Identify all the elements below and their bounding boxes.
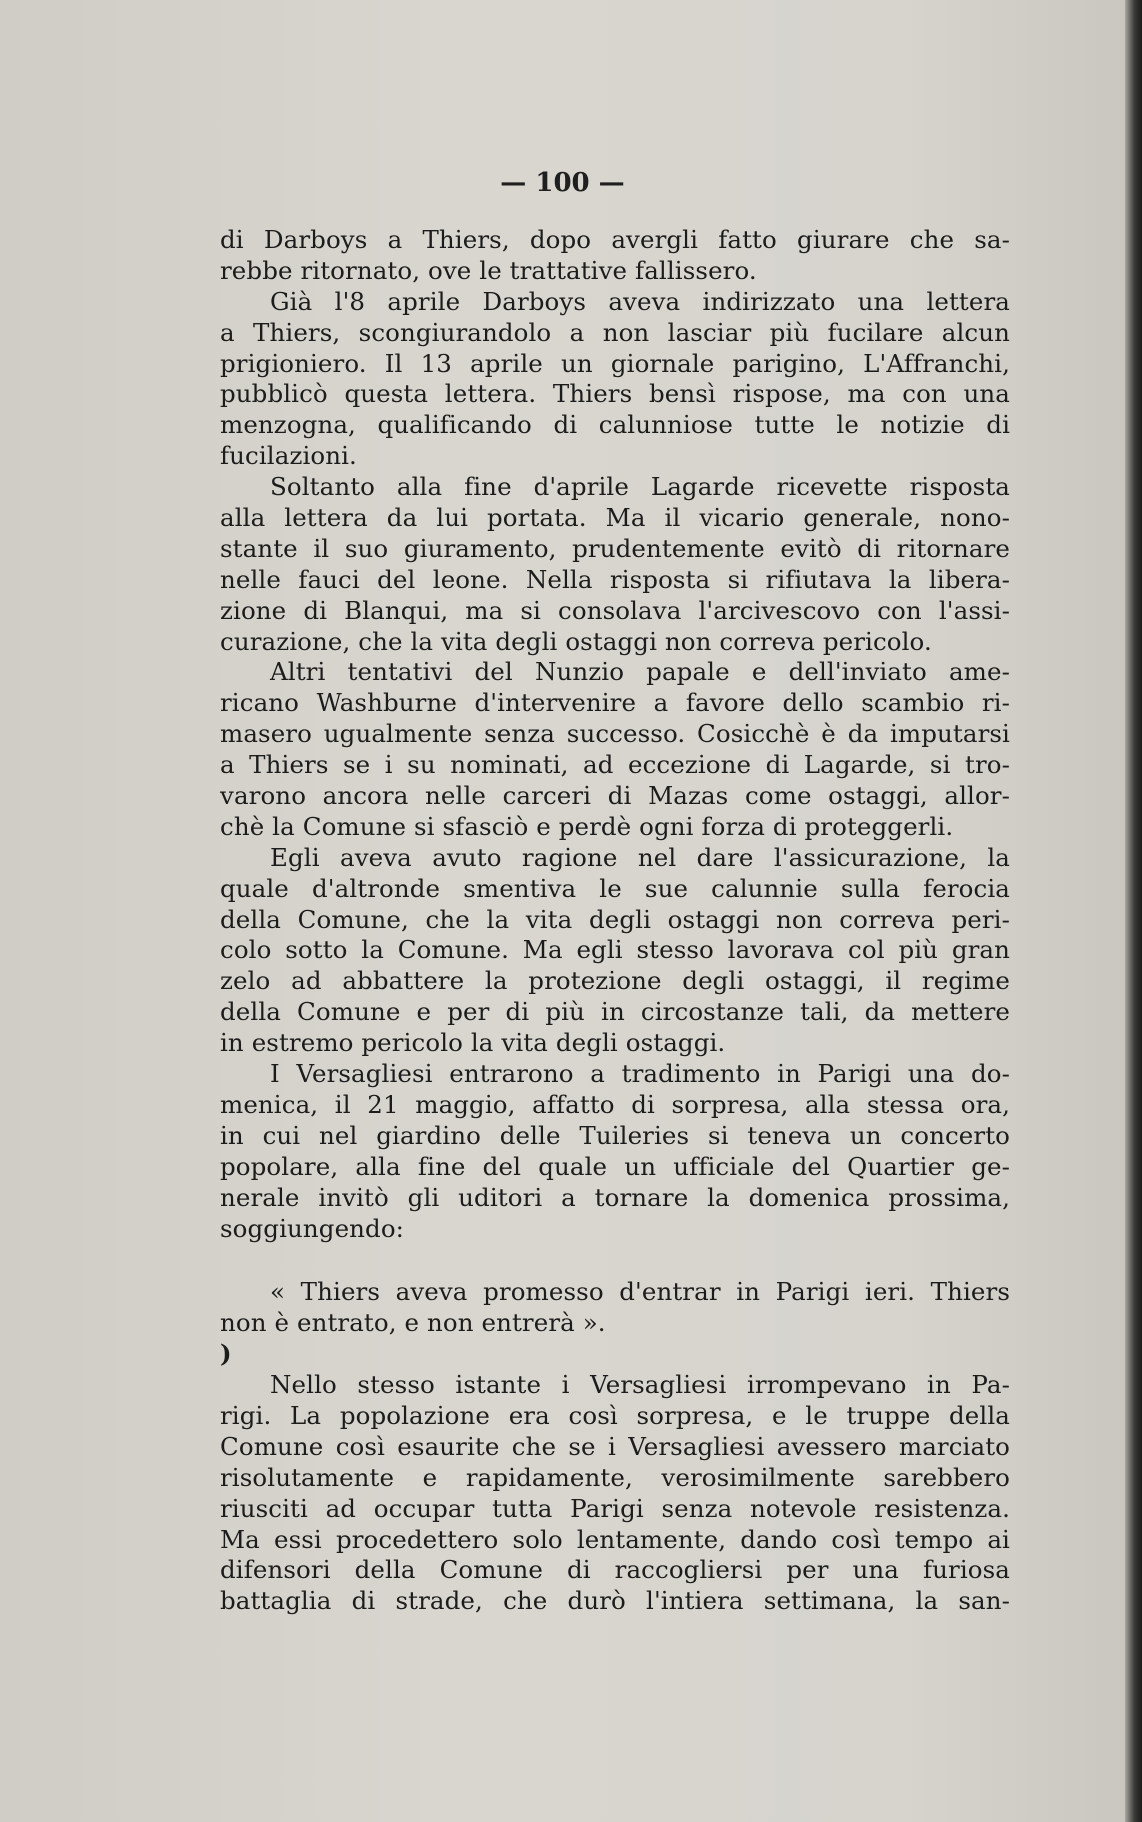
text-line: riusciti ad occupar tutta Parigi senza notevole resistenza.	[220, 1493, 1010, 1523]
text-line: Egli aveva avuto ragione nel dare l'assicurazione, la	[270, 842, 1010, 872]
text-line: stante il suo giuramento, prudentemente evitò di ritornare	[220, 533, 1010, 563]
text-line: prigioniero. Il 13 aprile un giornale parigino, L'Affranchi,	[220, 348, 1010, 378]
quote-line: non è entrato, e non entrerà ».	[220, 1308, 606, 1338]
text-line: chè la Comune si sfasciò e perdè ogni forza di proteggerli.	[220, 811, 954, 841]
text-line: ricano Washburne d'intervenire a favore dello scambio ri-	[220, 688, 1010, 718]
text-line: Comune così esaurite che se i Versagliesi avessero marciato	[220, 1431, 1010, 1461]
text-line: risolutamente e rapidamente, verosimilmente sarebbero	[220, 1462, 1010, 1492]
text-line: rebbe ritornato, ove le trattative fallissero.	[220, 255, 757, 285]
text-line: zelo ad abbattere la protezione degli ostaggi, il regime	[220, 966, 1010, 996]
text-line: nelle fauci del leone. Nella risposta si rifiutava la libera-	[220, 564, 1010, 594]
text-line: Nello stesso istante i Versagliesi irrompevano in Pa-	[270, 1370, 1010, 1400]
text-line: alla lettera da lui portata. Ma il vicario generale, nono-	[220, 503, 1010, 533]
stray-mark: )	[220, 1339, 232, 1369]
text-line: rigi. La popolazione era così sorpresa, e le truppe della	[220, 1400, 1010, 1430]
text-line: in estremo pericolo la vita degli ostaggi.	[220, 1028, 726, 1058]
text-line: menzogna, qualificando di calunniose tutte le notizie di	[220, 410, 1010, 440]
text-line: curazione, che la vita degli ostaggi non correva pericolo.	[220, 626, 932, 656]
text-line: di Darboys a Thiers, dopo avergli fatto giurare che sa-	[220, 225, 1010, 254]
text-line: I Versagliesi entrarono a tradimento in Parigi una do-	[270, 1059, 1010, 1089]
text-line: fucilazioni.	[220, 441, 357, 471]
text-line: della Comune, che la vita degli ostaggi non correva peri-	[220, 904, 1010, 934]
text-line: zione di Blanqui, ma si consolava l'arcivescovo con l'assi-	[220, 595, 1010, 625]
text-line: della Comune e per di più in circostanze tali, da mettere	[220, 997, 1010, 1027]
text-line: Soltanto alla fine d'aprile Lagarde ricevette risposta	[270, 472, 1010, 502]
text-line: Altri tentativi del Nunzio papale e dell'inviato ame-	[270, 657, 1010, 687]
text-line: nerale invitò gli uditori a tornare la domenica prossima,	[220, 1182, 1010, 1212]
text-line: menica, il 21 maggio, affatto di sorpresa, alla stessa ora,	[220, 1089, 1010, 1119]
text-line: a Thiers, scongiurandolo a non lasciar più fucilare alcun	[220, 317, 1010, 347]
text-line: a Thiers se i su nominati, ad eccezione di Lagarde, si tro-	[220, 750, 1010, 780]
page-edge-shadow	[1125, 0, 1142, 1822]
text-line: pubblicò questa lettera. Thiers bensì rispose, ma con una	[220, 379, 1010, 409]
text-line: in cui nel giardino delle Tuileries si teneva un concerto	[220, 1120, 1010, 1150]
text-line: varono ancora nelle carceri di Mazas come ostaggi, allor-	[220, 781, 1010, 811]
quote-line: « Thiers aveva promesso d'entrar in Parigi ieri. Thiers	[270, 1277, 1010, 1307]
page-number: — 100 —	[500, 168, 625, 198]
paragraph-gap	[220, 1244, 1010, 1277]
body-text	[220, 225, 1010, 1617]
text-line: colo sotto la Comune. Ma egli stesso lavorava col più gran	[220, 935, 1010, 965]
text-line: Ma essi procedettero solo lentamente, dando così tempo ai	[220, 1524, 1010, 1554]
text-line: quale d'altronde smentiva le sue calunnie sulla ferocia	[220, 873, 1010, 903]
text-line: battaglia di strade, che durò l'intiera settimana, la san-	[220, 1586, 1010, 1616]
text-line: difensori della Comune di raccogliersi per una furiosa	[220, 1555, 1010, 1585]
text-line: masero ugualmente senza successo. Cosicchè è da imputarsi	[220, 719, 1010, 749]
text-line: Già l'8 aprile Darboys aveva indirizzato una lettera	[270, 286, 1010, 316]
text-line: popolare, alla fine del quale un ufficiale del Quartier ge-	[220, 1151, 1010, 1181]
text-line: soggiungendo:	[220, 1213, 405, 1243]
